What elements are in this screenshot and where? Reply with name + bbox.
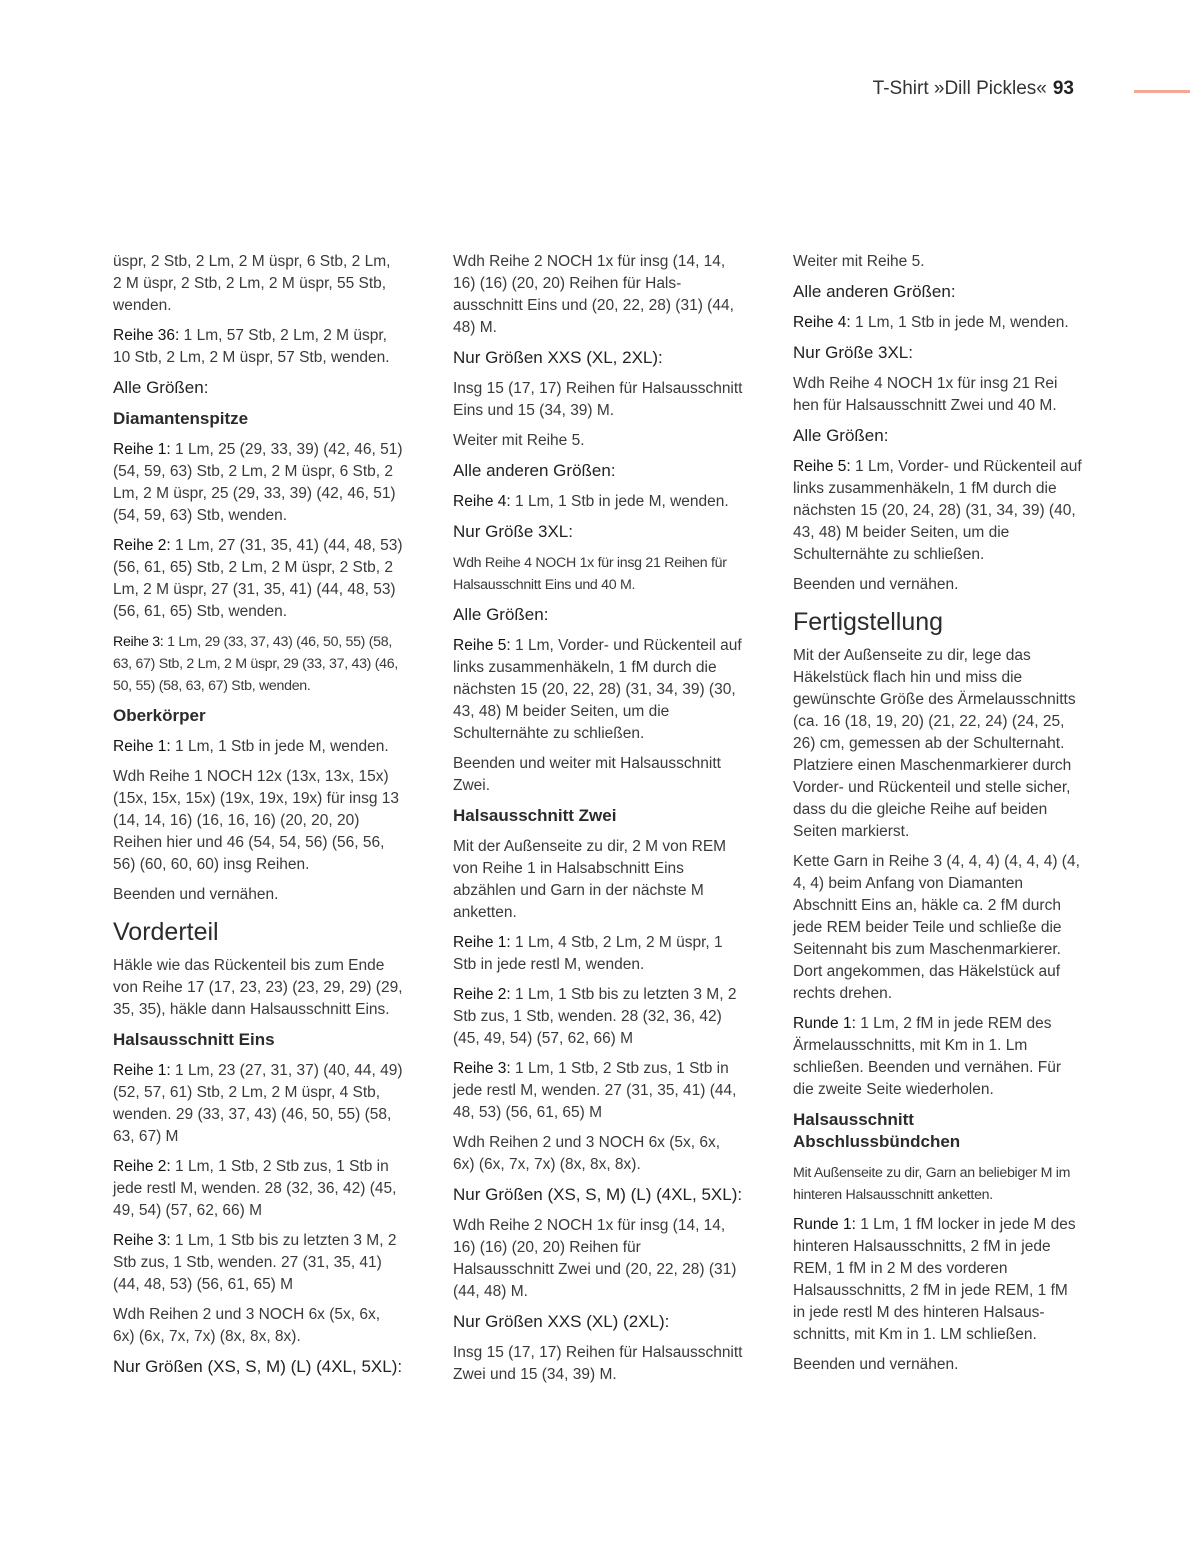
- row-text: 1 Lm, 25 (29, 33, 39) (42, 46, 51) (54, 59, 63) Stb, 2 Lm, 2 M üspr, 6 Stb, 2 Lm, 2 M üspr, 25 (29, 33, 39) (42, 46, 51) (54, 59, 63) Stb, wenden.: [113, 441, 403, 524]
- row-label: Reihe 4:: [793, 314, 851, 331]
- sub-heading: Nur Größen XXS (XL, 2XL):: [453, 348, 663, 367]
- instruction: [453, 635, 743, 745]
- paragraph: Wdh Reihen 2 und 3 NOCH 6x (5x, 6x, 6x) (6x, 7x, 7x) (8x, 8x, 8x).: [113, 1306, 381, 1345]
- section-heading: Halsausschnitt Eins: [113, 1030, 275, 1049]
- row-label: Reihe 1:: [113, 441, 171, 458]
- row-label: Reihe 36:: [113, 327, 180, 344]
- running-header: [873, 78, 1074, 100]
- section-heading: Halsausschnitt Abschlussbündchen: [793, 1110, 961, 1151]
- row-label: Runde 1:: [793, 1216, 856, 1233]
- column-1: [113, 251, 403, 1387]
- row-text: 1 Lm, Vorder- und Rückenteil auf links zusammenhäkeln, 1 fM durch die nächsten 15 (20, 24, 28) (31, 34, 39) (40, 43, 48) M beider Seiten, um die Schulternähte zu schließen.: [793, 458, 1082, 563]
- instruction: [453, 491, 743, 513]
- header-accent-bar: [1134, 90, 1190, 93]
- row-label: Reihe 3:: [113, 1232, 171, 1249]
- row-text: 1 Lm, 1 fM locker in jede M des hinteren Halsausschnitts, 2 fM in jede REM, 1 fM in 2 M des vorderen Halsausschnitts, 2 fM in jede REM, 1 fM in jede restl M des hinteren Halsausschnitts, mit Km in 1. LM schließen.: [793, 1216, 1076, 1343]
- paragraph: Beenden und vernähen.: [793, 1356, 959, 1373]
- chapter-heading: Fertigstellung: [793, 608, 944, 636]
- paragraph: Wdh Reihe 4 NOCH 1x für insg 21 Rei hen für Halsausschnitt Zwei und 40 M.: [793, 375, 1058, 414]
- sub-heading: Alle anderen Größen:: [793, 282, 956, 301]
- row-text: 1 Lm, 1 Stb in jede M, wenden.: [850, 314, 1069, 331]
- paragraph: Wdh Reihe 4 NOCH 1x für insg 21 Reihen für Halsausschnitt Eins und 40 M.: [453, 555, 727, 593]
- page-number: 93: [1052, 78, 1074, 99]
- row-label: Reihe 5:: [793, 458, 851, 475]
- instruction: [113, 535, 403, 623]
- paragraph: Beenden und weiter mit Halsausschnitt Zwei.: [453, 755, 721, 794]
- paragraph: Beenden und vernähen.: [793, 576, 959, 593]
- instruction: [113, 439, 403, 527]
- sub-heading: Nur Größe 3XL:: [453, 522, 573, 541]
- sub-heading: Alle Größen:: [793, 426, 889, 445]
- instruction: [793, 456, 1083, 566]
- paragraph: Wdh Reihen 2 und 3 NOCH 6x (5x, 6x, 6x) (6x, 7x, 7x) (8x, 8x, 8x).: [453, 1134, 721, 1173]
- paragraph: Mit der Außenseite zu dir, lege das Häkelstück flach hin und miss die gewünschte Größe des Ärmelausschnitts (ca. 16 (18, 19, 20) (21, 22, 24) (24, 25, 26) cm, gemessen ab der Schulternaht. Platziere einen Maschenmarkierer durch Vorder- und Rückenteil und stelle sicher, dass du die gleiche Reihe auf beiden Seiten markierst.: [793, 647, 1076, 840]
- paragraph: Weiter mit Reihe 5.: [793, 253, 925, 270]
- paragraph: Insg 15 (17, 17) Reihen für Halsausschnitt Zwei und 15 (34, 39) M.: [453, 1344, 743, 1383]
- chapter-heading: Vorderteil: [113, 918, 219, 946]
- sub-heading: Alle anderen Größen:: [453, 461, 616, 480]
- paragraph: Kette Garn in Reihe 3 (4, 4, 4) (4, 4, 4) (4, 4, 4) beim Anfang von Diamanten Abschnitt Eins an, häkle ca. 2 fM durch jede REM beider Teile und schließe die Seitennaht bis zum Maschenmarkierer. Dort angekommen, das Häkelstück auf rechts drehen.: [793, 853, 1080, 1002]
- sub-heading: Nur Größen (XS, S, M) (L) (4XL, 5XL):: [113, 1357, 403, 1376]
- row-text: 1 Lm, 1 Stb bis zu letzten 3 M, 2 Stb zus, 1 Stb, wenden. 28 (32, 36, 42) (45, 49, 54) (57, 62, 66) M: [453, 986, 737, 1047]
- row-label: Reihe 1:: [113, 738, 171, 755]
- header-title: T-Shirt »Dill Pickles«: [872, 78, 1047, 99]
- paragraph: Wdh Reihe 1 NOCH 12x (13x, 13x, 15x) (15x, 15x, 15x) (19x, 19x, 19x) für insg 13 (14, 14, 16) (16, 16, 16) (20, 20, 20) Reihen hier und 46 (54, 54, 56) (56, 56, 56) (60, 60, 60) insg Reihen.: [113, 768, 400, 873]
- paragraph: Mit der Außenseite zu dir, 2 M von REM von Reihe 1 in Halsabschnitt Eins abzählen und Garn in der nächste M anketten.: [453, 838, 727, 921]
- instruction: [453, 1058, 743, 1124]
- row-text: 1 Lm, 1 Stb in jede M, wenden.: [510, 493, 729, 510]
- paragraph: Beenden und vernähen.: [113, 886, 279, 903]
- row-text: 1 Lm, 1 Stb, 2 Stb zus, 1 Stb in jede restl M, wenden. 27 (31, 35, 41) (44, 48, 53) (56, 61, 65) M: [453, 1060, 737, 1121]
- row-label: Reihe 2:: [113, 537, 171, 554]
- instruction: [113, 1060, 403, 1148]
- sub-heading: Nur Größen XXS (XL) (2XL):: [453, 1312, 670, 1331]
- paragraph: üspr, 2 Stb, 2 Lm, 2 M üspr, 6 Stb, 2 Lm, 2 M üspr, 2 Stb, 2 Lm, 2 M üspr, 55 Stb, wenden.: [113, 253, 391, 314]
- paragraph: Wdh Reihe 2 NOCH 1x für insg (14, 14, 16) (16) (20, 20) Reihen für Halsausschnitt Eins und (20, 22, 28) (31) (44, 48) M.: [453, 253, 734, 336]
- instruction: [453, 984, 743, 1050]
- section-heading: Oberkörper: [113, 706, 206, 725]
- paragraph: Insg 15 (17, 17) Reihen für Halsausschnitt Eins und 15 (34, 39) M.: [453, 380, 743, 419]
- section-heading: Diamantenspitze: [113, 409, 249, 428]
- instruction: [113, 1230, 403, 1296]
- section-heading: Halsausschnitt Zwei: [453, 806, 617, 825]
- row-text: 1 Lm, 1 Stb, 2 Stb zus, 1 Stb in jede restl M, wenden. 28 (32, 36, 42) (45, 49, 54) (57, 62, 66) M: [113, 1158, 397, 1219]
- column-2: [453, 251, 743, 1394]
- sub-heading: Nur Größe 3XL:: [793, 343, 913, 362]
- row-text: 1 Lm, 4 Stb, 2 Lm, 2 M üspr, 1 Stb in jede restl M, wenden.: [453, 934, 723, 973]
- row-text: 1 Lm, 1 Stb bis zu letzten 3 M, 2 Stb zus, 1 Stb, wenden. 27 (31, 35, 41) (44, 48, 53) (56, 61, 65) M: [113, 1232, 397, 1293]
- row-label: Reihe 2:: [113, 1158, 171, 1175]
- row-label: Reihe 1:: [453, 934, 511, 951]
- row-text: 1 Lm, 2 fM in jede REM des Ärmelausschnitts, mit Km in 1. Lm schließen. Beenden und vernähen. Für die zweite Seite wiederholen.: [793, 1015, 1061, 1098]
- instruction: [113, 325, 403, 369]
- sub-heading: Nur Größen (XS, S, M) (L) (4XL, 5XL):: [453, 1185, 743, 1204]
- row-label: Reihe 5:: [453, 637, 511, 654]
- paragraph: Weiter mit Reihe 5.: [453, 432, 585, 449]
- instruction: [113, 1156, 403, 1222]
- row-label: Runde 1:: [793, 1015, 856, 1032]
- instruction: [113, 736, 403, 758]
- paragraph: Mit Außenseite zu dir, Garn an beliebiger M im hinteren Halsausschnitt anketten.: [793, 1165, 1071, 1203]
- row-label: Reihe 3:: [113, 634, 164, 650]
- row-text: 1 Lm, 27 (31, 35, 41) (44, 48, 53) (56, 61, 65) Stb, 2 Lm, 2 M üspr, 2 Stb, 2 Lm, 2 M üspr, 27 (31, 35, 41) (44, 48, 53) (56, 61, 65) Stb, wenden.: [113, 537, 403, 620]
- instruction: [793, 1013, 1083, 1101]
- sub-heading: Alle Größen:: [113, 378, 209, 397]
- instruction: [793, 1214, 1083, 1346]
- row-text: 1 Lm, 29 (33, 37, 43) (46, 50, 55) (58, 63, 67) Stb, 2 Lm, 2 M üspr, 29 (33, 37, 43) (46, 50, 55) (58, 63, 67) Stb, wenden.: [113, 634, 398, 694]
- instruction: [113, 631, 403, 697]
- row-text: 1 Lm, 23 (27, 31, 37) (40, 44, 49) (52, 57, 61) Stb, 2 Lm, 2 M üspr, 4 Stb, wenden. 29 (33, 37, 43) (46, 50, 55) (58, 63, 67) M: [113, 1062, 403, 1145]
- paragraph: Häkle wie das Rückenteil bis zum Ende von Reihe 17 (17, 23, 23) (23, 29, 29) (29, 35, 35), häkle dann Halsausschnitt Eins.: [113, 957, 403, 1018]
- row-text: 1 Lm, 57 Stb, 2 Lm, 2 M üspr, 10 Stb, 2 Lm, 2 M üspr, 57 Stb, wenden.: [113, 327, 390, 366]
- row-label: Reihe 1:: [113, 1062, 171, 1079]
- row-text: 1 Lm, Vorder- und Rückenteil auf links zusammenhäkeln, 1 fM durch die nächsten 15 (20, 22, 28) (31, 34, 39) (30, 43, 48) M beider Seiten, um die Schulternähte zu schließen.: [453, 637, 742, 742]
- instruction: [793, 312, 1083, 334]
- column-3: [793, 251, 1083, 1384]
- row-label: Reihe 3:: [453, 1060, 511, 1077]
- sub-heading: Alle Größen:: [453, 605, 549, 624]
- instruction: [453, 932, 743, 976]
- row-label: Reihe 2:: [453, 986, 511, 1003]
- paragraph: Wdh Reihe 2 NOCH 1x für insg (14, 14, 16) (16) (20, 20) Reihen für Halsausschnitt Zwei und (20, 22, 28) (31) (44, 48) M.: [453, 1217, 737, 1300]
- row-text: 1 Lm, 1 Stb in jede M, wenden.: [170, 738, 389, 755]
- row-label: Reihe 4:: [453, 493, 511, 510]
